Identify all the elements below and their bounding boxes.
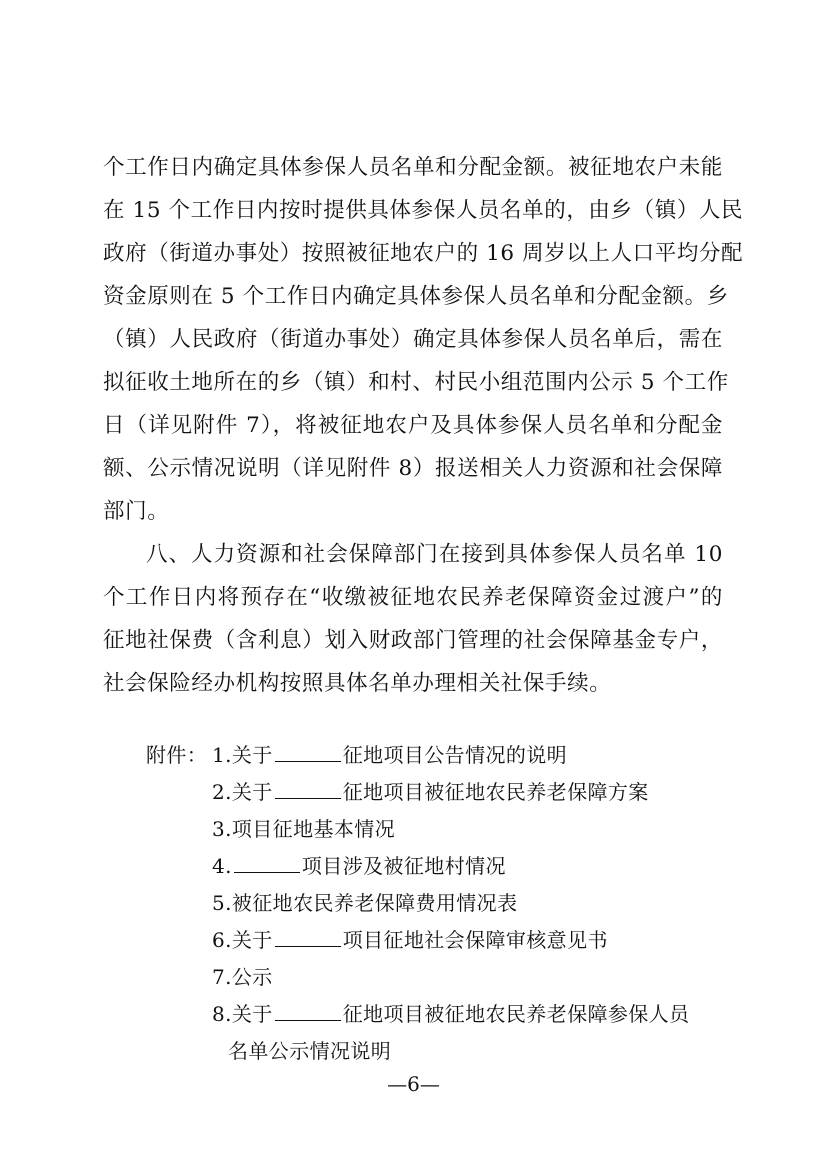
body-line-5: （镇）人民政府（街道办事处）确定具体参保人员名单后，需在 xyxy=(103,327,723,352)
body-line-13: 社会保险经办机构按照具体名单办理相关社保手续。 xyxy=(103,671,612,696)
fill-in-blank xyxy=(234,850,300,873)
attachment-item-6 xyxy=(212,922,608,958)
attachment-item-8 xyxy=(212,996,690,1032)
attachment-item-7 xyxy=(212,959,273,995)
fill-in-blank xyxy=(275,924,341,947)
attachment-item-5 xyxy=(212,885,517,921)
body-line-4: 资金原则在 5 个工作日内确定具体参保人员名单和分配金额。乡 xyxy=(103,284,729,309)
attachment-prefix: 4. xyxy=(212,854,232,878)
attachment-prefix: 8.关于 xyxy=(212,1002,273,1026)
attachment-prefix: 5.被征地农民养老保障费用情况表 xyxy=(212,891,518,915)
attachment-suffix: 征地项目被征地农民养老保障参保人员 xyxy=(342,1002,690,1026)
body-line-2: 在 15 个工作日内按时提供具体参保人员名单的，由乡（镇）人民 xyxy=(103,198,744,223)
attachment-item-3 xyxy=(212,811,395,847)
body-line-3: 政府（街道办事处）按照被征地农户的 16 周岁以上人口平均分配 xyxy=(103,241,744,266)
attachment-prefix: 3.项目征地基本情况 xyxy=(212,817,396,841)
body-line-7: 日（详见附件 7），将被征地农户及具体参保人员名单和分配金 xyxy=(103,413,723,438)
body-line-8: 额、公示情况说明（详见附件 8）报送相关人力资源和社会保障 xyxy=(103,456,723,481)
body-line-9: 部门。 xyxy=(103,499,170,524)
attachment-item-2 xyxy=(212,774,649,810)
body-line-1: 个工作日内确定具体参保人员名单和分配金额。被征地农户未能 xyxy=(103,155,723,180)
attachment-item-8-continuation: 名单公示情况说明 xyxy=(228,1039,392,1063)
fill-in-blank xyxy=(275,776,341,799)
attachment-prefix: 6.关于 xyxy=(212,928,273,952)
body-line-6: 拟征收土地所在的乡（镇）和村、村民小组范围内公示 5 个工作 xyxy=(103,370,729,395)
attachment-prefix: 7.公示 xyxy=(212,965,273,989)
fill-in-blank xyxy=(275,739,341,762)
body-line-10: 八、人力资源和社会保障部门在接到具体参保人员名单 10 xyxy=(146,542,723,567)
attachment-suffix: 征地项目被征地农民养老保障方案 xyxy=(342,780,649,804)
attachment-item-4 xyxy=(212,848,506,884)
body-line-11: 个工作日内将预存在“收缴被征地农民养老保障资金过渡户”的 xyxy=(103,585,723,610)
page-number: —6— xyxy=(387,1072,440,1096)
attachment-suffix: 项目征地社会保障审核意见书 xyxy=(342,928,608,952)
attachment-suffix: 项目涉及被征地村情况 xyxy=(301,854,506,878)
attachment-suffix: 征地项目公告情况的说明 xyxy=(342,743,568,767)
attachment-prefix: 2.关于 xyxy=(212,780,273,804)
attachment-prefix: 1.关于 xyxy=(212,743,273,767)
attachment-item-1 xyxy=(212,737,567,773)
fill-in-blank xyxy=(275,998,341,1021)
attachments-label: 附件： xyxy=(146,743,208,767)
body-line-12: 征地社保费（含利息）划入财政部门管理的社会保障基金专户， xyxy=(103,628,723,653)
